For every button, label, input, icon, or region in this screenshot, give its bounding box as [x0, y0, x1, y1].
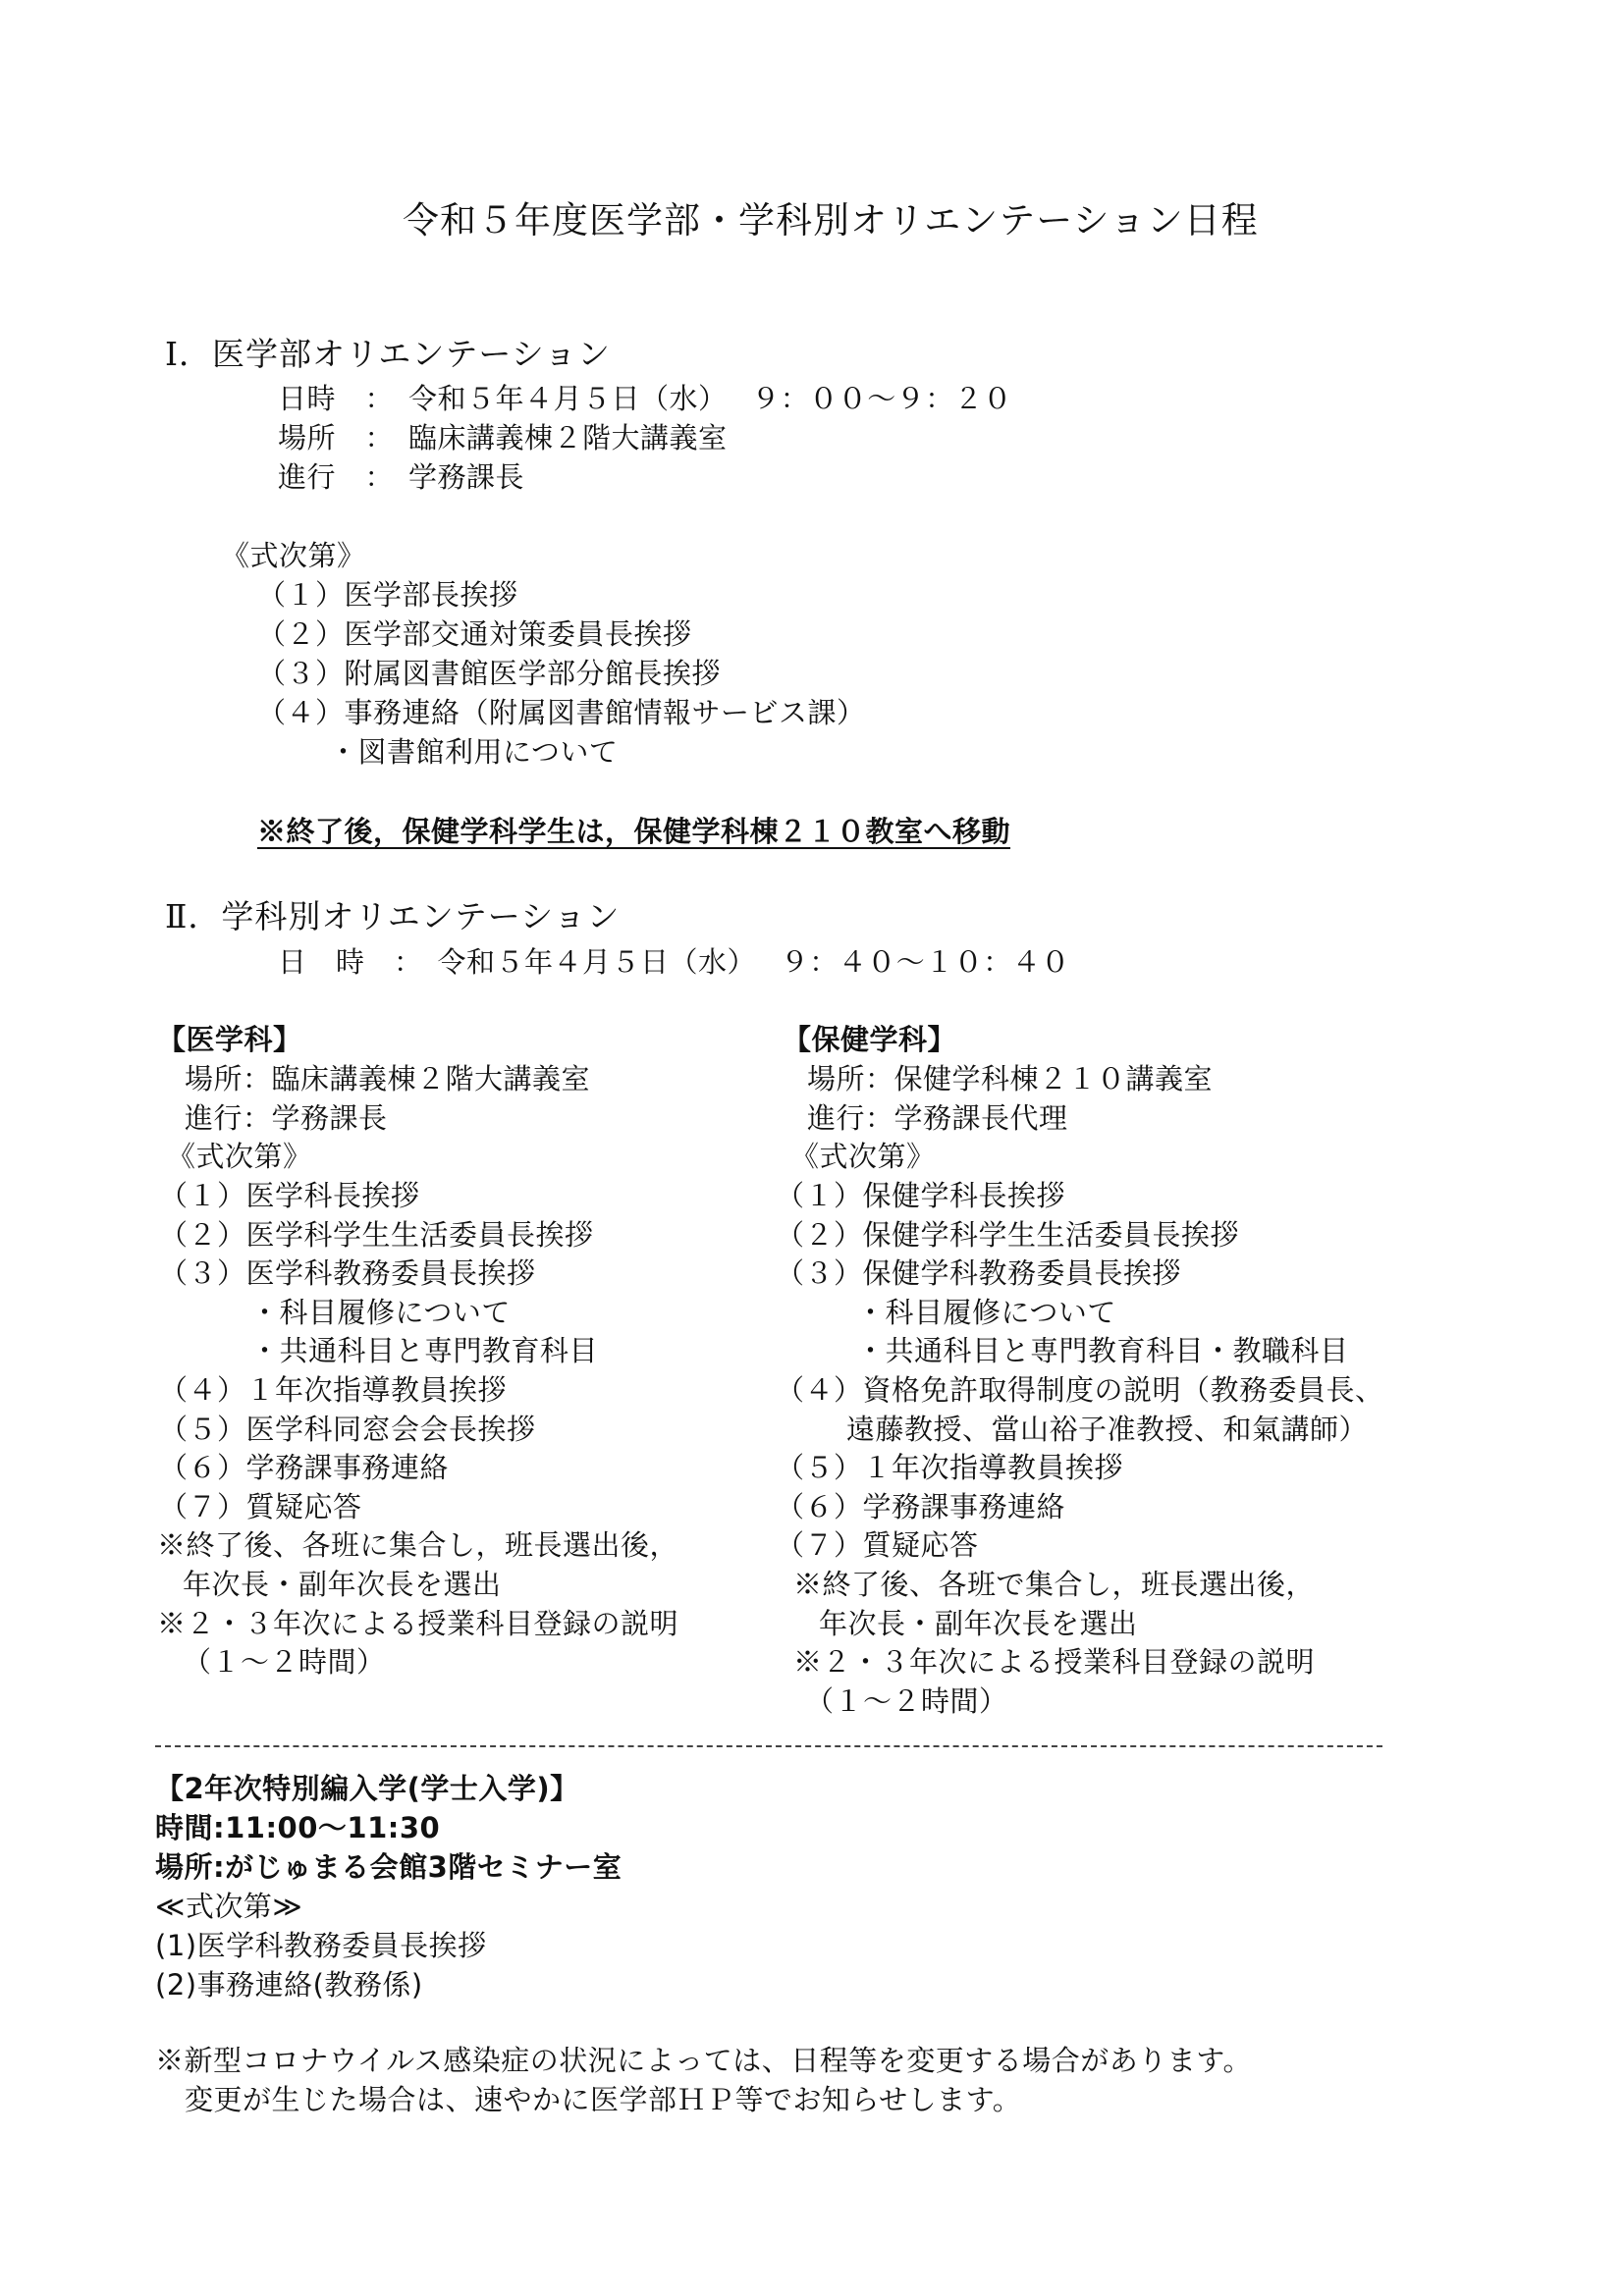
medical-note: （１～２時間）	[183, 1645, 386, 1679]
medical-note: ※２・３年次による授業科目登録の説明	[157, 1607, 679, 1640]
health-note: ※終了後、各班で集合し，班長選出後，	[793, 1568, 1316, 1601]
section1-item: （１）医学部長挨拶	[257, 578, 518, 612]
section1-sub-item: ・図書館利用について	[329, 735, 619, 769]
health-item: （６）学務課事務連絡	[776, 1490, 1066, 1523]
page-title: 令和５年度医学部・学科別オリエンテーション日程	[403, 199, 1259, 241]
health-program-label: 《式次第》	[790, 1140, 936, 1173]
health-item: （４）資格免許取得制度の説明（教務委員長、	[776, 1373, 1384, 1407]
medical-sub-item: ・共通科目と専門教育科目	[250, 1334, 599, 1367]
medical-item: （５）医学科同窓会会長挨拶	[159, 1413, 536, 1446]
transfer-program-label: ≪式次第≫	[155, 1890, 303, 1923]
health-item: （５）１年次指導教員挨拶	[776, 1451, 1124, 1484]
transfer-time: 時間:11:00～11:30	[155, 1811, 441, 1844]
medical-note: 年次長・副年次長を選出	[183, 1568, 502, 1601]
section2-heading: Ⅱ．学科別オリエンテーション	[165, 897, 621, 935]
medical-host: 進行：学務課長	[185, 1101, 388, 1135]
section1-item: （４）事務連絡（附属図書館情報サービス課）	[257, 696, 866, 729]
transfer-header: 【2年次特別編入学(学士入学)】	[155, 1772, 579, 1805]
health-place: 場所：保健学科棟２１０講義室	[807, 1062, 1214, 1095]
medical-item: （７）質疑応答	[159, 1490, 362, 1523]
section1-item: （３）附属図書館医学部分館長挨拶	[257, 657, 722, 690]
health-header: 【保健学科】	[783, 1023, 957, 1056]
dashed-divider	[155, 1745, 1382, 1747]
health-item-cont: 遠藤教授、當山裕子准教授、和氣講師）	[846, 1413, 1369, 1446]
section2-datetime: 日 時 ： 令和５年４月５日（水） ９：４０～１０：４０	[278, 945, 1070, 979]
health-note: （１～２時間）	[805, 1684, 1008, 1718]
medical-program-label: 《式次第》	[167, 1140, 312, 1173]
health-note: ※２・３年次による授業科目登録の説明	[793, 1645, 1316, 1679]
medical-item: （２）医学科学生生活委員長挨拶	[159, 1218, 594, 1252]
medical-item: （１）医学科長挨拶	[159, 1179, 420, 1212]
transfer-item: (2)事務連絡(教務係)	[155, 1968, 423, 2002]
health-note: 年次長・副年次長を選出	[819, 1607, 1138, 1640]
health-sub-item: ・共通科目と専門教育科目・教職科目	[856, 1334, 1349, 1367]
section1-item: （２）医学部交通対策委員長挨拶	[257, 617, 692, 651]
medical-header: 【医学科】	[157, 1023, 302, 1056]
medical-note: ※終了後、各班に集合し，班長選出後，	[157, 1528, 679, 1562]
health-item: （２）保健学科学生生活委員長挨拶	[776, 1218, 1240, 1252]
section1-heading: Ⅰ．医学部オリエンテーション	[165, 335, 612, 373]
medical-item: （６）学務課事務連絡	[159, 1451, 450, 1484]
footnote-line: 変更が生じた場合は、速やかに医学部ＨＰ等でお知らせします。	[185, 2083, 1022, 2116]
footnote-line: ※新型コロナウイルス感染症の状況によっては、日程等を変更する場合があります。	[155, 2044, 1252, 2077]
medical-sub-item: ・科目履修について	[250, 1296, 511, 1329]
section1-notice: ※終了後，保健学科学生は，保健学科棟２１０教室へ移動	[257, 815, 1011, 848]
health-item: （１）保健学科長挨拶	[776, 1179, 1066, 1212]
section1-program-label: 《式次第》	[221, 539, 366, 572]
transfer-item: (1)医学科教務委員長挨拶	[155, 1929, 487, 1962]
medical-item: （３）医学科教務委員長挨拶	[159, 1256, 536, 1290]
section1-place: 場所 ： 臨床講義棟２階大講義室	[278, 421, 728, 454]
health-sub-item: ・科目履修について	[856, 1296, 1116, 1329]
health-item: （３）保健学科教務委員長挨拶	[776, 1256, 1182, 1290]
health-host: 進行：学務課長代理	[807, 1101, 1068, 1135]
medical-place: 場所：臨床講義棟２階大講義室	[185, 1062, 591, 1095]
health-item: （７）質疑応答	[776, 1528, 979, 1562]
section1-datetime: 日時 ： 令和５年４月５日（水） ９：００～９：２０	[278, 382, 1012, 415]
medical-item: （４）１年次指導教員挨拶	[159, 1373, 508, 1407]
section1-host: 進行 ： 学務課長	[278, 460, 525, 494]
transfer-place: 場所:がじゅまる会館3階セミナー室	[155, 1850, 623, 1884]
